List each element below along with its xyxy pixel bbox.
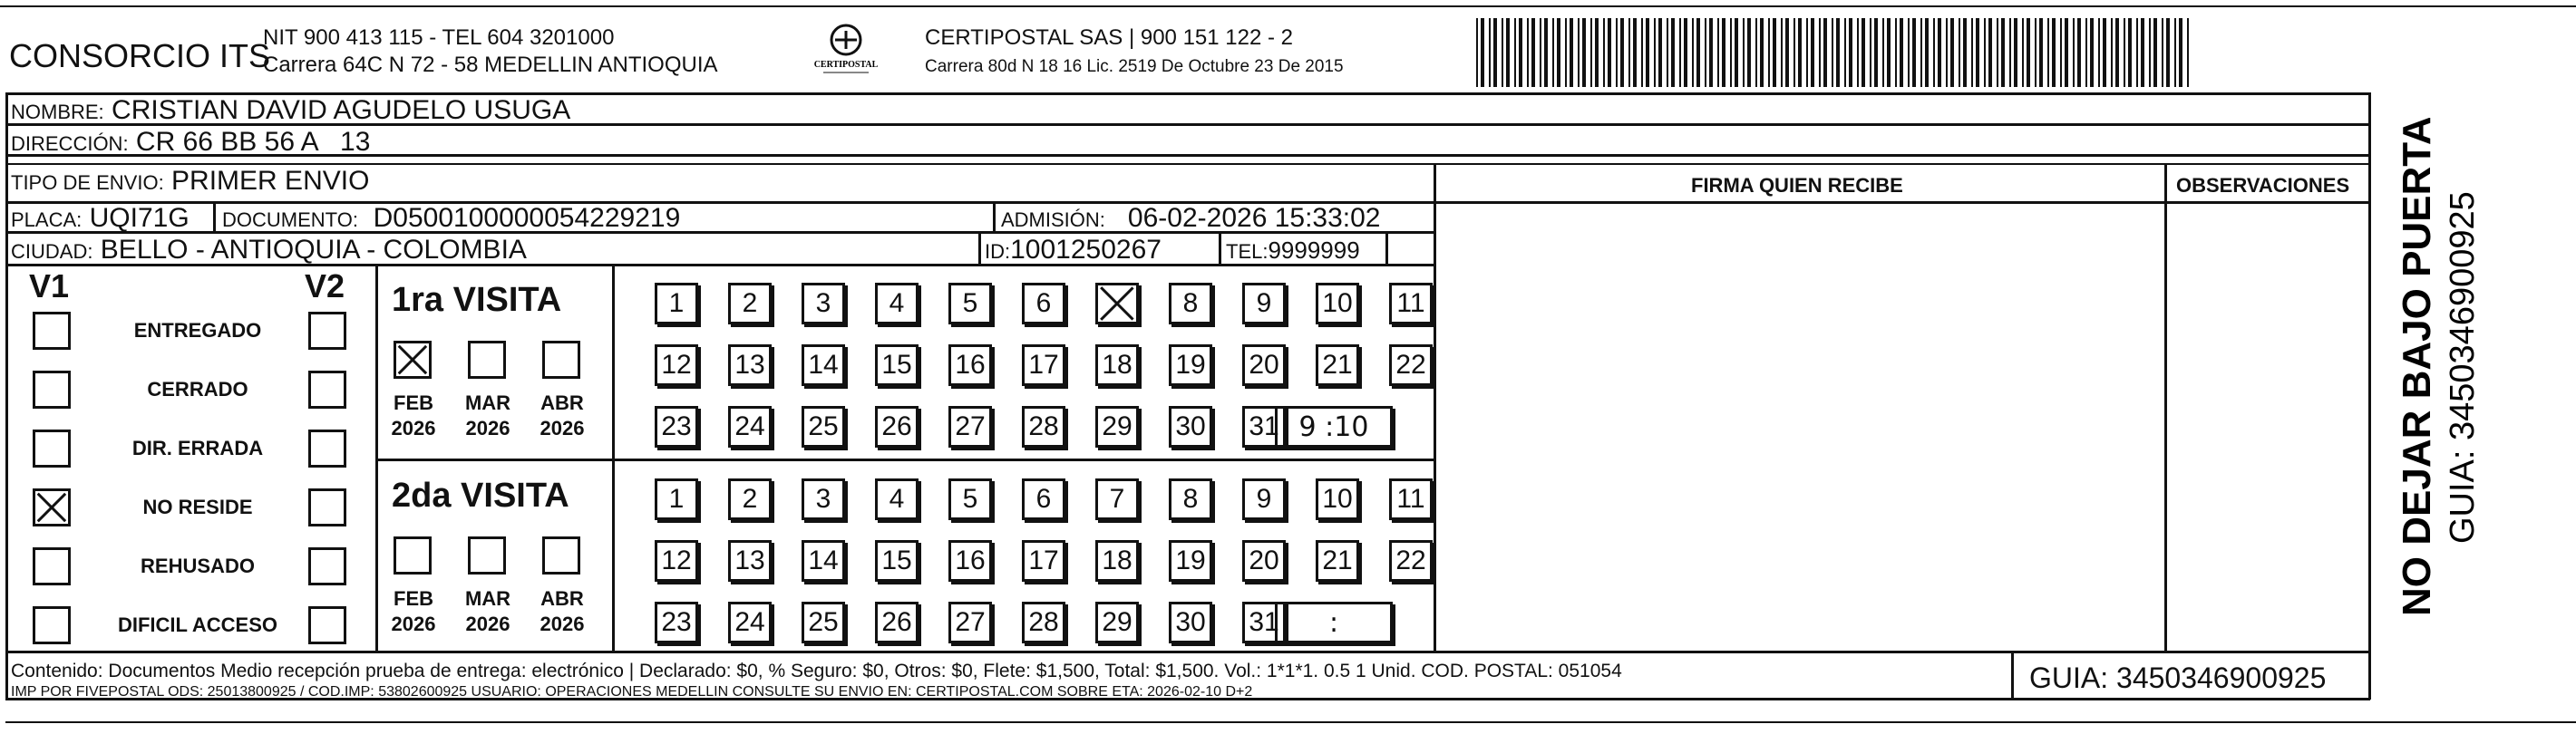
day-box[interactable]: 3 xyxy=(802,283,845,324)
day-box[interactable]: 16 xyxy=(948,540,992,582)
v1-checkbox-cerrado[interactable] xyxy=(33,371,71,409)
carrier-address: Carrera 80d N 18 16 Lic. 2519 De Octubre 23 De 2015 xyxy=(925,57,1344,76)
firma-label: FIRMA QUIEN RECIBE xyxy=(1691,174,1903,197)
month-checkbox[interactable] xyxy=(542,341,580,379)
day-box[interactable]: 1 xyxy=(655,283,698,324)
day-box[interactable]: 5 xyxy=(948,283,992,324)
day-box[interactable]: 28 xyxy=(1022,602,1065,643)
month-checkbox[interactable] xyxy=(394,341,432,379)
month-label: ABR xyxy=(540,587,584,610)
day-box[interactable]: 13 xyxy=(728,540,772,582)
ciudad-row xyxy=(11,237,527,264)
id-row xyxy=(985,237,1162,264)
month-label: ABR xyxy=(540,391,584,414)
day-box[interactable]: 21 xyxy=(1316,344,1359,386)
day-box[interactable]: 30 xyxy=(1169,602,1212,643)
year-label: 2026 xyxy=(465,417,510,439)
day-box[interactable]: 28 xyxy=(1022,406,1065,448)
day-box[interactable]: 16 xyxy=(948,344,992,386)
day-box[interactable]: 29 xyxy=(1095,406,1139,448)
status-option-label: DIR. ERRADA xyxy=(131,437,264,459)
status-option-label: DIFICIL ACCESO xyxy=(117,613,277,636)
nombre-value: CRISTIAN DAVID AGUDELO USUGA xyxy=(112,95,571,125)
direccion-value: CR 66 BB 56 A 13 xyxy=(135,127,371,157)
tel-value: 9999999 xyxy=(1268,237,1360,264)
month-label: MAR xyxy=(464,587,511,610)
year-label: 2026 xyxy=(391,417,436,439)
day-box[interactable]: 11 xyxy=(1389,478,1433,520)
certipostal-logo xyxy=(805,22,887,80)
tel-label: TEL: xyxy=(1226,240,1269,263)
imp-line: IMP POR FIVEPOSTAL ODS: 25013800925 / COD.IMP: 53802600925 USUARIO: OPERACIONES MEDELLIN CONSULTE SU ENVIO EN: CERTIPOSTAL.COM SOBRE ETA: 2026-02-10 D+2 xyxy=(11,684,1253,700)
barcode xyxy=(1476,18,2192,87)
day-box[interactable]: 6 xyxy=(1022,478,1065,520)
month-label: FEB xyxy=(394,391,433,414)
year-label: 2026 xyxy=(465,613,510,635)
v2-checkbox-no-reside[interactable] xyxy=(308,488,346,526)
year-label: 2026 xyxy=(391,613,436,635)
day-box[interactable]: 20 xyxy=(1242,540,1286,582)
logo-text: CERTIPOSTAL xyxy=(813,60,879,70)
carrier-line: CERTIPOSTAL SAS | 900 151 122 - 2 xyxy=(925,25,1293,50)
time-box[interactable]: 9 :10 xyxy=(1275,406,1393,448)
admision-row xyxy=(1001,205,1381,232)
month-checkbox[interactable] xyxy=(394,536,432,575)
id-label: ID: xyxy=(985,240,1011,263)
time-box[interactable]: : xyxy=(1275,602,1393,643)
documento-value: D0500100000054229219 xyxy=(373,203,681,233)
status-option-label: NO RESIDE xyxy=(142,496,253,518)
status-option-label: ENTREGADO xyxy=(133,319,262,342)
v1-checkbox-no-reside[interactable] xyxy=(33,488,71,526)
admision-label: ADMISIÓN: xyxy=(1001,208,1105,231)
day-box[interactable]: 3 xyxy=(802,478,845,520)
v2-checkbox-entregado[interactable] xyxy=(308,312,346,350)
v2-checkbox-cerrado[interactable] xyxy=(308,371,346,409)
day-box[interactable]: 4 xyxy=(875,283,919,324)
day-box[interactable]: 20 xyxy=(1242,344,1286,386)
day-box[interactable]: 14 xyxy=(802,540,845,582)
day-box[interactable]: 11 xyxy=(1389,283,1433,324)
day-box[interactable]: 4 xyxy=(875,478,919,520)
day-box[interactable]: 19 xyxy=(1169,540,1212,582)
day-box[interactable] xyxy=(1095,283,1139,324)
direccion-label: DIRECCIÓN: xyxy=(11,132,129,155)
day-box[interactable]: 18 xyxy=(1095,540,1139,582)
footer-guia: GUIA: 3450346900925 xyxy=(2029,662,2327,694)
day-box[interactable]: 17 xyxy=(1022,540,1065,582)
day-box[interactable]: 25 xyxy=(802,602,845,643)
placa-value: UQI71G xyxy=(89,203,190,233)
day-box[interactable]: 31 xyxy=(1242,602,1286,643)
day-box[interactable]: 26 xyxy=(875,406,919,448)
status-option-label: CERRADO xyxy=(147,378,248,401)
day-box[interactable]: 13 xyxy=(728,344,772,386)
v2-label: V2 xyxy=(305,267,345,304)
day-box[interactable]: 30 xyxy=(1169,406,1212,448)
side-guia-text: GUIA: 3450346900925 xyxy=(2444,191,2482,544)
documento-label: DOCUMENTO: xyxy=(222,208,358,231)
day-box[interactable]: 7 xyxy=(1095,478,1139,520)
day-box[interactable]: 31 xyxy=(1242,406,1286,448)
day-box[interactable]: 23 xyxy=(655,602,698,643)
day-box[interactable]: 14 xyxy=(802,344,845,386)
month-checkbox[interactable] xyxy=(468,341,506,379)
tel-row xyxy=(1226,238,1360,262)
v2-checkbox-dir-errada[interactable] xyxy=(308,430,346,468)
tipo-value: PRIMER ENVIO xyxy=(171,166,370,196)
ciudad-value: BELLO - ANTIOQUIA - COLOMBIA xyxy=(100,235,527,265)
day-box[interactable]: 6 xyxy=(1022,283,1065,324)
visit-title: 1ra VISITA xyxy=(392,281,562,319)
day-box[interactable]: 2 xyxy=(728,283,772,324)
day-box[interactable]: 9 xyxy=(1242,478,1286,520)
company-address: Carrera 64C N 72 - 58 MEDELLIN ANTIOQUIA xyxy=(263,53,718,77)
day-box[interactable]: 8 xyxy=(1169,283,1212,324)
id-value: 1001250267 xyxy=(1010,235,1162,265)
no-dejar-text: NO DEJAR BAJO PUERTA xyxy=(2395,118,2439,616)
day-box[interactable]: 27 xyxy=(948,602,992,643)
day-box[interactable]: 25 xyxy=(802,406,845,448)
visit-title: 2da VISITA xyxy=(392,477,569,515)
ciudad-label: CIUDAD: xyxy=(11,240,93,263)
day-box[interactable]: 26 xyxy=(875,602,919,643)
observaciones-label: OBSERVACIONES xyxy=(2176,174,2350,197)
day-box[interactable]: 2 xyxy=(728,478,772,520)
day-box[interactable]: 5 xyxy=(948,478,992,520)
day-box[interactable]: 22 xyxy=(1389,540,1433,582)
month-label: FEB xyxy=(394,587,433,610)
tipo-label: TIPO DE ENVIO: xyxy=(11,171,164,194)
year-label: 2026 xyxy=(540,417,585,439)
nombre-label: NOMBRE: xyxy=(11,101,104,123)
day-box[interactable]: 18 xyxy=(1095,344,1139,386)
v1-checkbox-entregado[interactable] xyxy=(33,312,71,350)
day-box[interactable]: 8 xyxy=(1169,478,1212,520)
direccion-row xyxy=(11,129,370,156)
day-box[interactable]: 12 xyxy=(655,344,698,386)
placa-label: PLACA: xyxy=(11,208,83,231)
side-text xyxy=(2390,118,2499,625)
month-checkbox[interactable] xyxy=(468,536,506,575)
day-box[interactable]: 10 xyxy=(1316,283,1359,324)
v1-label: V1 xyxy=(29,267,70,304)
contenido-line: Contenido: Documentos Medio recepción prueba de entrega: electrónico | Declarado: $0, % Seguro: $0, Otros: $0, Flete: $1,500, Total: $1,500. Vol.: 1*1*1. 0.5 1 Unid. COD. POSTAL: 051054 xyxy=(11,661,1622,681)
day-box[interactable]: 21 xyxy=(1316,540,1359,582)
day-box[interactable]: 19 xyxy=(1169,344,1212,386)
nombre-row xyxy=(11,97,570,124)
company-name: CONSORCIO ITS xyxy=(9,37,271,74)
placa-row xyxy=(11,205,190,232)
tipo-row xyxy=(11,168,369,195)
month-label: MAR xyxy=(464,391,511,414)
v2-checkbox-rehusado[interactable] xyxy=(308,547,346,585)
year-label: 2026 xyxy=(540,613,585,635)
v1-checkbox-dificil-acceso[interactable] xyxy=(33,606,71,644)
day-box[interactable]: 1 xyxy=(655,478,698,520)
day-box[interactable]: 10 xyxy=(1316,478,1359,520)
v2-checkbox-dificil-acceso[interactable] xyxy=(308,606,346,644)
v1-checkbox-rehusado[interactable] xyxy=(33,547,71,585)
day-box[interactable]: 24 xyxy=(728,406,772,448)
day-box[interactable]: 9 xyxy=(1242,283,1286,324)
nit-line: NIT 900 413 115 - TEL 604 3201000 xyxy=(263,25,615,50)
day-box[interactable]: 15 xyxy=(875,540,919,582)
day-box[interactable]: 29 xyxy=(1095,602,1139,643)
day-box[interactable]: 27 xyxy=(948,406,992,448)
status-option-label: REHUSADO xyxy=(141,555,255,577)
day-box[interactable]: 24 xyxy=(728,602,772,643)
admision-value: 06-02-2026 15:33:02 xyxy=(1127,203,1381,233)
day-box[interactable]: 22 xyxy=(1389,344,1433,386)
day-box[interactable]: 15 xyxy=(875,344,919,386)
month-checkbox[interactable] xyxy=(542,536,580,575)
documento-row xyxy=(222,205,680,232)
day-box[interactable]: 23 xyxy=(655,406,698,448)
day-box[interactable]: 17 xyxy=(1022,344,1065,386)
v1-checkbox-dir-errada[interactable] xyxy=(33,430,71,468)
day-box[interactable]: 12 xyxy=(655,540,698,582)
